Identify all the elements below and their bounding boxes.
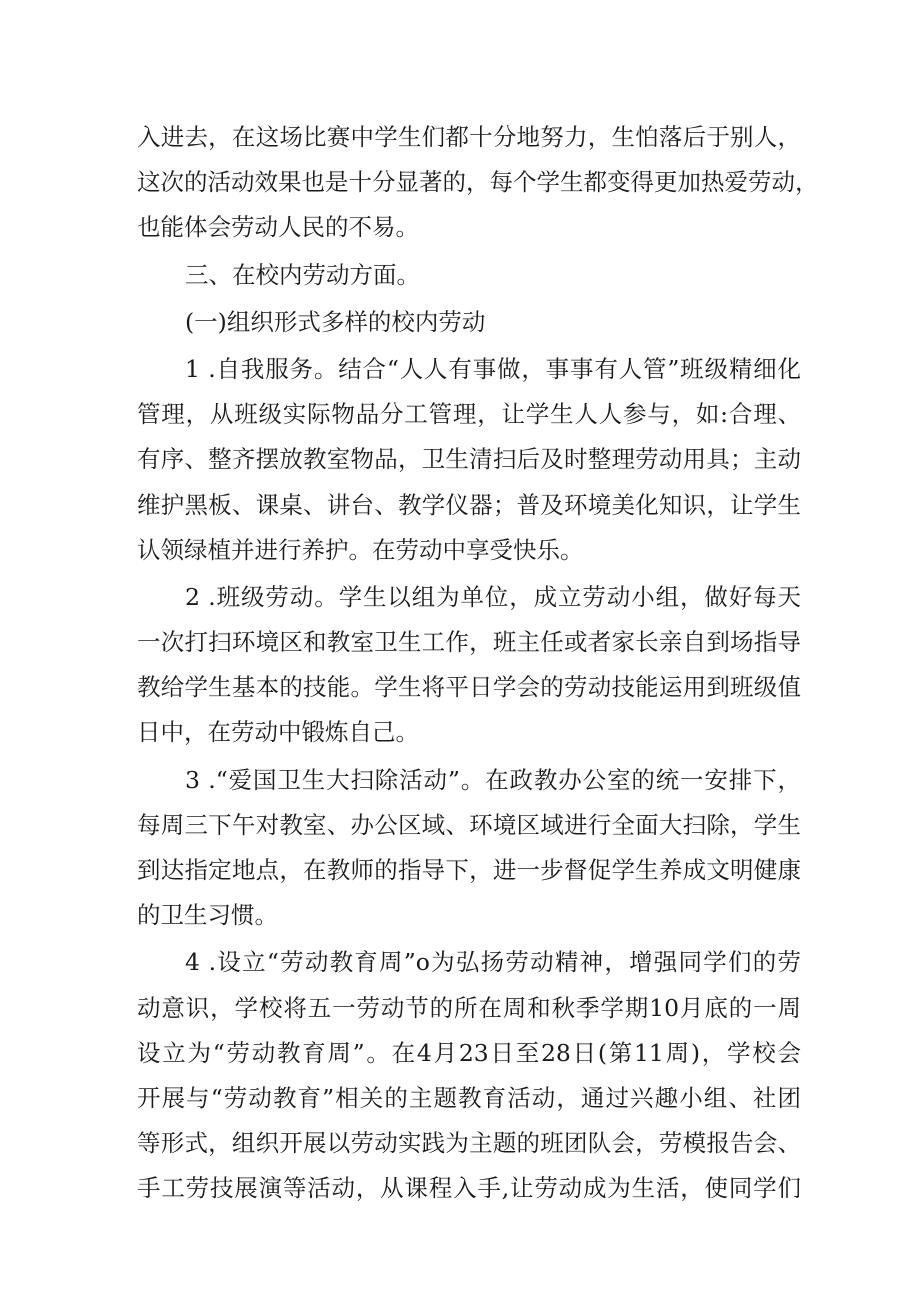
body-text — [137, 115, 819, 1212]
item-1-line-3: 有序、整齐摆放教室物品，卫生清扫后及时整理劳动用具；主动 — [137, 445, 801, 474]
item-4-line-2: 动意识，学校将五一劳动节的所在周和秋季学期10月底的一周 — [137, 993, 801, 1022]
text-line-3: 也能体会劳动人民的不易。 — [137, 213, 419, 242]
item-1-line-1: 1 .自我服务。结合“人人有事做，事事有人管”班级精细化 — [185, 354, 801, 383]
item-4-line-3: 设立为“劳动教育周”。在4月23日至28日(第11周)，学校会 — [137, 1038, 801, 1067]
text-line-1: 入进去，在这场比赛中学生们都十分地努力，生怕落后于别人， — [137, 123, 801, 151]
item-2-line-2: 一次打扫环境区和教室卫生工作，班主任或者家长亲自到场指导 — [137, 628, 801, 657]
item-4-line-6: 手工劳技展演等活动，从课程入手,让劳动成为生活，使同学们 — [137, 1174, 801, 1203]
item-1-line-2: 管理，从班级实际物品分工管理，让学生人人参与，如:合理、 — [137, 400, 801, 429]
section-heading-3: 三、在校内劳动方面。 — [185, 260, 420, 289]
item-3-line-1: 3 .“爱国卫生大扫除活动”。在政教办公室的统一安排下， — [185, 765, 801, 794]
item-3-line-4: 的卫生习惯。 — [137, 901, 278, 930]
item-2-line-1: 2 .班级劳动。学生以组为单位，成立劳动小组，做好每天 — [185, 582, 801, 611]
item-2-line-4: 日中，在劳动中锻炼自己。 — [137, 718, 419, 747]
item-3-line-3: 到达指定地点，在教师的指导下，进一步督促学生养成文明健康 — [137, 856, 801, 884]
item-3-line-2: 每周三下午对教室、办公区域、环境区域进行全面大扫除，学生 — [137, 810, 801, 839]
item-2-line-3: 教给学生基本的技能。学生将平日学会的劳动技能运用到班级值 — [137, 673, 801, 702]
item-1-line-5: 认领绿植并进行养护。在劳动中享受快乐。 — [137, 535, 584, 564]
text-line-2: 这次的活动效果也是十分显著的，每个学生都变得更加热爱劳动， — [137, 168, 819, 197]
item-4-line-5: 等形式，组织开展以劳动实践为主题的班团队会，劳模报告会、 — [137, 1129, 801, 1158]
subsection-heading-1: (一)组织形式多样的校内劳动 — [185, 307, 486, 336]
item-1-line-4: 维护黑板、课桌、讲台、教学仪器；普及环境美化知识，让学生 — [137, 490, 801, 519]
item-4-line-1: 4 .设立“劳动教育周”o为弘扬劳动精神，增强同学们的劳 — [185, 948, 801, 977]
item-4-line-4: 开展与“劳动教育”相关的主题教育活动，通过兴趣小组、社团 — [137, 1083, 801, 1112]
